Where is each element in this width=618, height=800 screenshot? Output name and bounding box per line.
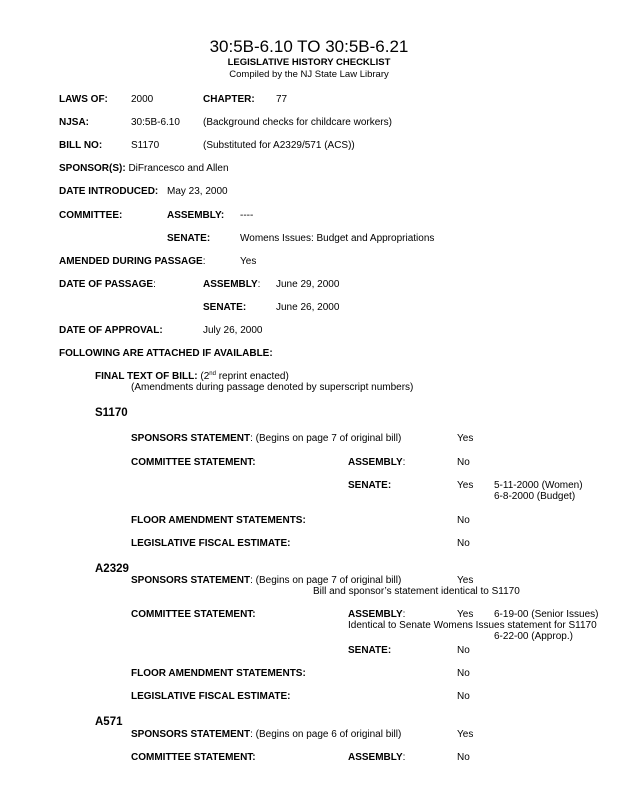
passage-senate-label: SENATE:	[203, 302, 247, 313]
a2329-sponsors-value: Yes	[457, 575, 474, 586]
page-title: 30:5B-6.10 TO 30:5B-6.21	[209, 37, 409, 56]
s1170-senate-label: SENATE:	[348, 480, 392, 491]
date-introduced-label: DATE INTRODUCED:	[59, 186, 159, 197]
s1170-sponsors-value: Yes	[457, 433, 474, 444]
a571-assembly-label: ASSEMBLY	[348, 752, 403, 763]
s1170-fiscal-label: LEGISLATIVE FISCAL ESTIMATE:	[131, 538, 291, 549]
a571-committee-label: COMMITTEE STATEMENT:	[131, 752, 256, 763]
date-introduced-value: May 23, 2000	[167, 186, 228, 197]
date-of-passage-colon: :	[153, 279, 156, 290]
final-text-label: FINAL TEXT OF BILL:	[95, 371, 198, 382]
njsa-label: NJSA:	[59, 117, 90, 128]
s1170-floor-value: No	[457, 515, 470, 526]
chapter-label: CHAPTER:	[203, 94, 255, 105]
njsa-value: 30:5B-6.10	[131, 117, 180, 128]
a2329-sponsors-identical: Bill and sponsor’s statement identical to S1170	[313, 586, 520, 597]
date-of-passage-label-row	[59, 279, 156, 291]
a571-assembly-value: No	[457, 752, 470, 763]
a571-sponsors-label: SPONSORS STATEMENT	[131, 729, 251, 740]
following-label: FOLLOWING ARE ATTACHED IF AVAILABLE:	[59, 348, 273, 359]
s1170-committee-label: COMMITTEE STATEMENT:	[131, 457, 256, 468]
page-subtitle: LEGISLATIVE HISTORY CHECKLIST	[227, 57, 391, 68]
s1170-assembly-colon: :	[402, 457, 406, 468]
s1170-sponsors-note: : (Begins on page 7 of original bill)	[250, 433, 402, 444]
committee-senate-value: Womens Issues: Budget and Appropriations	[240, 233, 435, 244]
a2329-assembly-colon: :	[402, 609, 406, 620]
a2329-heading: A2329	[95, 563, 129, 575]
a2329-senate-value: No	[457, 645, 470, 656]
amended-label-row	[59, 256, 206, 268]
a2329-floor-label: FLOOR AMENDMENT STATEMENTS:	[131, 668, 306, 679]
amended-colon: :	[202, 256, 206, 267]
s1170-heading: S1170	[95, 407, 128, 419]
date-of-passage-label: DATE OF PASSAGE	[59, 279, 154, 290]
a2329-fiscal-label: LEGISLATIVE FISCAL ESTIMATE:	[131, 691, 291, 702]
s1170-sponsors-label: SPONSORS STATEMENT	[131, 433, 251, 444]
final-text-sup: nd	[209, 371, 216, 377]
a571-sponsors-value: Yes	[457, 729, 474, 740]
a2329-senate-label: SENATE:	[348, 645, 392, 656]
sponsors-label: SPONSOR(S):	[59, 163, 126, 174]
committee-assembly-value: ----	[240, 210, 254, 221]
s1170-sponsors-row	[131, 433, 401, 445]
passage-assembly-label: ASSEMBLY	[203, 279, 258, 290]
a2329-assembly-detail-2: 6-22-00 (Approp.)	[494, 631, 573, 642]
s1170-senate-detail-2: 6-8-2000 (Budget)	[494, 491, 576, 502]
passage-senate-value: June 26, 2000	[276, 302, 340, 313]
s1170-senate-value: Yes	[457, 480, 474, 491]
amended-label: AMENDED DURING PASSAGE	[59, 256, 203, 267]
a571-sponsors-row	[131, 729, 401, 741]
date-of-approval-label: DATE OF APPROVAL:	[59, 325, 163, 336]
a2329-floor-value: No	[457, 668, 470, 679]
amended-value: Yes	[240, 256, 257, 267]
a571-sponsors-note: : (Begins on page 6 of original bill)	[250, 729, 402, 740]
committee-senate-label: SENATE:	[167, 233, 211, 244]
amendments-note: (Amendments during passage denoted by superscript numbers)	[131, 382, 414, 393]
passage-assembly-label-row	[203, 279, 260, 291]
bill-no-description: (Substituted for A2329/571 (ACS))	[203, 140, 355, 151]
bill-no-label: BILL NO:	[59, 140, 103, 151]
a571-heading: A571	[95, 716, 123, 728]
date-of-approval-value: July 26, 2000	[203, 325, 263, 336]
passage-assembly-colon: :	[257, 279, 261, 290]
a2329-assembly-value: Yes	[457, 609, 474, 620]
chapter-value: 77	[276, 94, 288, 105]
a571-assembly-label-row	[348, 752, 405, 764]
s1170-floor-label: FLOOR AMENDMENT STATEMENTS:	[131, 515, 306, 526]
laws-of-value: 2000	[131, 94, 154, 105]
s1170-assembly-value: No	[457, 457, 470, 468]
sponsors-row	[59, 163, 229, 175]
a2329-assembly-identical: Identical to Senate Womens Issues statement for S1170	[348, 620, 597, 631]
s1170-assembly-label-row	[348, 457, 405, 469]
a2329-sponsors-label: SPONSORS STATEMENT	[131, 575, 251, 586]
laws-of-label: LAWS OF:	[59, 94, 108, 105]
njsa-description: (Background checks for childcare workers)	[203, 117, 392, 128]
passage-assembly-value: June 29, 2000	[276, 279, 340, 290]
committee-assembly-label: ASSEMBLY:	[167, 210, 225, 221]
s1170-fiscal-value: No	[457, 538, 470, 549]
a2329-assembly-detail: 6-19-00 (Senior Issues)	[494, 609, 599, 620]
final-text-paren: (2	[197, 371, 210, 382]
final-text-note: reprint enacted)	[215, 371, 289, 382]
s1170-senate-detail-1: 5-11-2000 (Women)	[494, 480, 583, 491]
bill-no-value: S1170	[131, 140, 160, 151]
committee-label: COMMITTEE:	[59, 210, 123, 221]
a2329-committee-label: COMMITTEE STATEMENT:	[131, 609, 256, 620]
sponsors-value: DiFrancesco and Allen	[128, 163, 229, 174]
a2329-assembly-label: ASSEMBLY	[348, 609, 403, 620]
a2329-sponsors-note: : (Begins on page 7 of original bill)	[250, 575, 402, 586]
s1170-assembly-label: ASSEMBLY	[348, 457, 403, 468]
a571-assembly-colon: :	[402, 752, 406, 763]
compiled-by: Compiled by the NJ State Law Library	[229, 69, 389, 80]
a2329-fiscal-value: No	[457, 691, 470, 702]
